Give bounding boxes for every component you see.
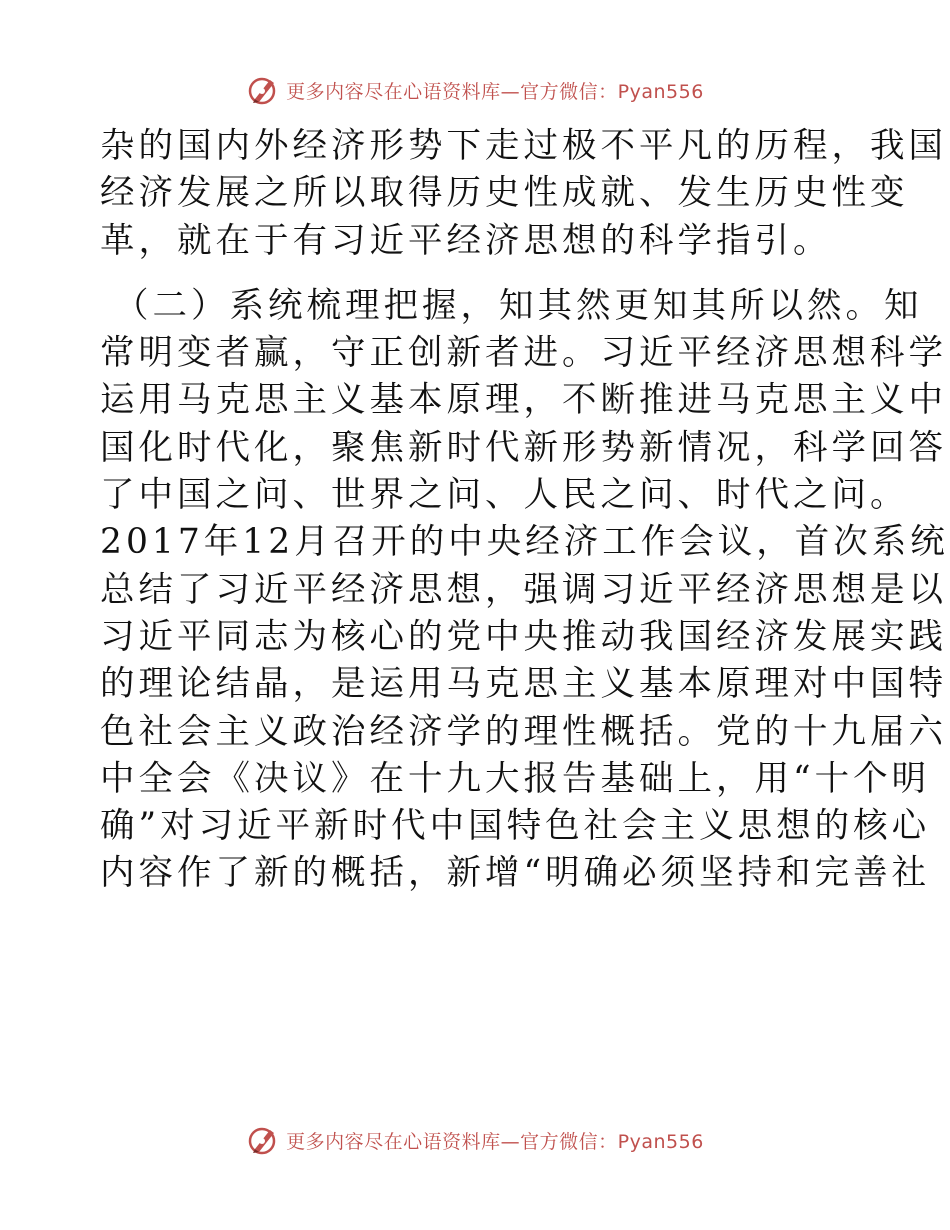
text-line: 内容作了新的概括，新增“明确必须坚持和完善社 bbox=[100, 853, 931, 894]
text-line: 运用马克思主义基本原理，不断推进马克思主义中 bbox=[100, 380, 947, 421]
section-heading-line: （二）系统梳理把握，知其然更知其所以然。知 bbox=[114, 285, 923, 326]
text-line: 2017年12月召开的中央经济工作会议，首次系统 bbox=[100, 522, 949, 563]
header-watermark bbox=[0, 70, 950, 110]
text-line: 经济发展之所以取得历史性成就、发生历史性变 bbox=[100, 173, 909, 214]
text-line: 了中国之问、世界之问、人民之问、时代之问。 bbox=[100, 475, 909, 516]
pen-logo-icon bbox=[246, 1123, 280, 1157]
text-line: 杂的国内外经济形势下走过极不平凡的历程，我国 bbox=[100, 126, 947, 166]
text-line: 革，就在于有习近平经济思想的科学指引。 bbox=[100, 220, 832, 261]
watermark-text: 更多内容尽在心语资料库—官方微信：Pyan556 bbox=[286, 80, 704, 103]
text-line: 国化时代化，聚焦新时代新形势新情况，科学回答 bbox=[100, 427, 947, 468]
text-line: 确”对习近平新时代中国特色社会主义思想的核心 bbox=[100, 806, 931, 847]
watermark-text: 更多内容尽在心语资料库—官方微信：Pyan556 bbox=[286, 1130, 704, 1153]
text-line: 习近平同志为核心的党中央推动我国经济发展实践 bbox=[100, 616, 947, 657]
footer-watermark bbox=[0, 1120, 950, 1160]
text-line: 色社会主义政治经济学的理性概括。党的十九届六 bbox=[100, 711, 947, 752]
text-line: 的理论结晶，是运用马克思主义基本原理对中国特 bbox=[100, 664, 947, 705]
pen-logo-icon bbox=[246, 73, 280, 107]
document-body bbox=[100, 123, 949, 898]
text-line: 中全会《决议》在十九大报告基础上，用“十个明 bbox=[100, 758, 931, 799]
text-line: 总结了习近平经济思想，强调习近平经济思想是以 bbox=[100, 569, 947, 610]
text-line: 常明变者赢，守正创新者进。习近平经济思想科学 bbox=[100, 333, 947, 374]
